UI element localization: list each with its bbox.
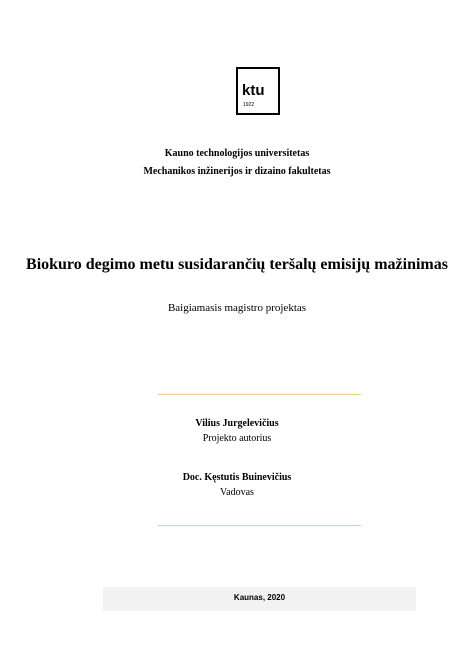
author-name: Vilius Jurgelevičius	[195, 418, 279, 429]
bottom-divider	[158, 525, 361, 526]
logo-year: 1922	[243, 102, 255, 108]
thesis-type: Baigiamasis magistro projektas	[167, 302, 307, 314]
ktu-logo	[236, 67, 280, 115]
supervisor-name: Doc. Kęstutis Buinevičius	[182, 472, 292, 483]
university-name: Kauno technologijos universitetas	[164, 148, 310, 159]
top-divider	[158, 394, 361, 395]
supervisor-role: Vadovas	[220, 487, 254, 498]
faculty-name: Mechanikos inžinerijos ir dizaino fakultetas	[143, 166, 331, 177]
author-role: Projekto autorius	[202, 433, 272, 444]
logo-text: ktu	[242, 82, 265, 99]
thesis-title: Biokuro degimo metu susidarančių teršalų emisijų mažinimas	[26, 256, 448, 273]
place-and-year: Kaunas, 2020	[233, 593, 286, 602]
footer-box	[103, 587, 416, 611]
